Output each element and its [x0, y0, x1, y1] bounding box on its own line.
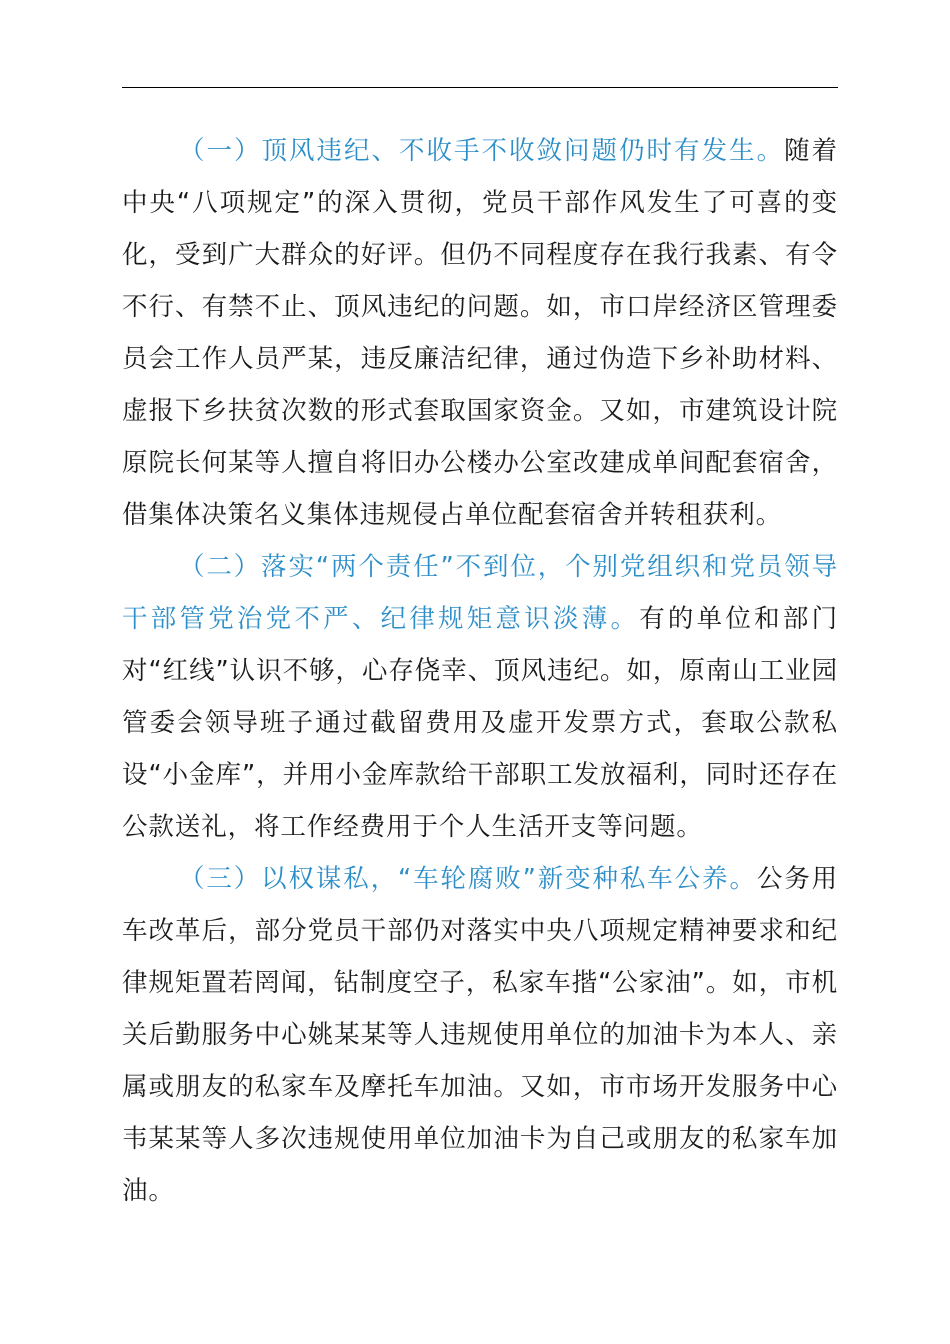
- paragraph-2: [122, 541, 838, 853]
- paragraph-heading: （二）落实“两个责任”不到位，个别党组织和党员领导干部管党治党不严、纪律规矩意识淡薄。: [122, 552, 838, 634]
- paragraph-heading: （三）以权谋私，“车轮腐败”新变种私车公养。: [179, 864, 757, 894]
- paragraph-text: 有的单位和部门对“红线”认识不够，心存侥幸、顶风违纪。如，原南山工业园管委会领导班子通过截留费用及虚开发票方式，套取公款私设“小金库”，并用小金库款给干部职工发放福利，同时还存在公款送礼，将工作经费用于个人生活开支等问题。: [122, 604, 838, 842]
- paragraph-text: 公务用车改革后，部分党员干部仍对落实中央八项规定精神要求和纪律规矩置若罔闻，钻制度空子，私家车揩“公家油”。如，市机关后勤服务中心姚某某等人违规使用单位的加油卡为本人、亲属或朋友的私家车及摩托车加油。又如，市市场开发服务中心韦某某等人多次违规使用单位加油卡为自己或朋友的私家车加油。: [122, 864, 838, 1206]
- paragraph-heading: （一）顶风违纪、不收手不收敛问题仍时有发生。: [179, 136, 785, 166]
- paragraph-1: [122, 125, 838, 541]
- header-rule: [122, 87, 838, 88]
- document-body: [122, 125, 838, 1217]
- paragraph-text: 随着中央“八项规定”的深入贯彻，党员干部作风发生了可喜的变化，受到广大群众的好评。但仍不同程度存在我行我素、有令不行、有禁不止、顶风违纪的问题。如，市口岸经济区管理委员会工作人员严某，违反廉洁纪律，通过伪造下乡补助材料、虚报下乡扶贫次数的形式套取国家资金。又如，市建筑设计院原院长何某等人擅自将旧办公楼办公室改建成单间配套宿舍，借集体决策名义集体违规侵占单位配套宿舍并转租获利。: [122, 136, 838, 530]
- paragraph-3: [122, 853, 838, 1217]
